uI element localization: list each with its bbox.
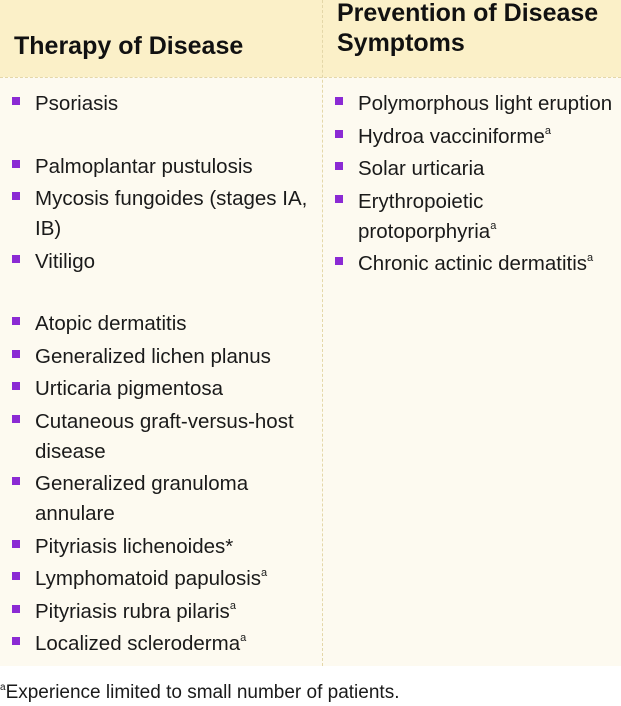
prevention-item-text: Chronic actinic dermatitis xyxy=(358,252,587,275)
prevention-list xyxy=(335,89,620,282)
square-bullet-icon xyxy=(12,350,20,358)
square-bullet-icon xyxy=(12,255,20,263)
therapy-list-item xyxy=(12,247,317,277)
header-therapy-of-disease: Therapy of Disease xyxy=(14,32,244,60)
therapy-list-item xyxy=(12,342,317,372)
square-bullet-icon xyxy=(335,257,343,265)
therapy-list-item xyxy=(12,564,317,594)
therapy-item-text: Localized scleroderma xyxy=(35,632,241,655)
therapy-list-item xyxy=(12,152,317,182)
therapy-list-item xyxy=(12,309,317,339)
therapy-item-text: Mycosis fungoides (stages IA, IB) xyxy=(35,187,308,240)
footnote-marker: a xyxy=(0,682,6,693)
square-bullet-icon xyxy=(12,382,20,390)
therapy-list-item xyxy=(12,469,317,529)
square-bullet-icon xyxy=(12,160,20,168)
square-bullet-icon xyxy=(12,97,20,105)
prevention-list-item xyxy=(335,154,620,184)
therapy-item-text: Pityriasis rubra pilaris xyxy=(35,599,230,623)
square-bullet-icon xyxy=(335,195,343,203)
prevention-item-text: Erythropoietic protoporphyria xyxy=(358,189,491,243)
square-bullet-icon xyxy=(12,415,20,423)
square-bullet-icon xyxy=(12,572,20,580)
prevention-list-item xyxy=(335,122,620,152)
therapy-item-text: Generalized granuloma annulare xyxy=(35,472,249,525)
table-header-row xyxy=(0,0,621,77)
therapy-list xyxy=(12,89,317,662)
footnote-marker: a xyxy=(229,599,236,612)
square-bullet-icon xyxy=(12,317,20,325)
therapy-item-text: Lymphomatoid papulosis xyxy=(35,567,262,590)
footnote-marker: a xyxy=(544,124,551,137)
therapy-list-item xyxy=(12,407,317,467)
therapy-item-text: Pityriasis lichenoides* xyxy=(35,534,234,558)
prevention-item-text: Hydroa vacciniforme xyxy=(358,124,545,148)
therapy-list-item xyxy=(12,89,317,119)
therapy-list-item xyxy=(12,184,317,244)
footnote-text: Experience limited to small number of patients. xyxy=(5,682,400,703)
prevention-list-item xyxy=(335,89,620,119)
footnote-marker: a xyxy=(490,219,497,232)
therapy-list-item xyxy=(12,374,317,404)
therapy-item-text: Cutaneous graft-versus-host disease xyxy=(35,409,294,463)
prevention-item-text: Solar urticaria xyxy=(358,157,485,180)
therapy-item-text: Urticaria pigmentosa xyxy=(35,377,223,400)
footnote-marker: a xyxy=(587,252,594,264)
square-bullet-icon xyxy=(12,540,20,548)
square-bullet-icon xyxy=(12,605,20,613)
footnote-marker: a xyxy=(240,632,247,644)
therapy-item-text: Generalized lichen planus xyxy=(35,344,271,368)
therapy-item-text: Palmoplantar pustulosis xyxy=(35,154,253,178)
prevention-list-item xyxy=(335,249,620,279)
square-bullet-icon xyxy=(335,162,343,170)
square-bullet-icon xyxy=(12,192,20,200)
column-divider xyxy=(322,0,323,666)
footnote xyxy=(0,680,399,706)
header-divider xyxy=(0,77,621,78)
square-bullet-icon xyxy=(335,130,343,138)
therapy-item-text: Psoriasis xyxy=(35,92,119,115)
therapy-item-text: Atopic dermatitis xyxy=(35,312,187,335)
therapy-item-text: Vitiligo xyxy=(35,249,96,273)
prevention-item-text: Polymorphous light eruption xyxy=(358,92,613,115)
square-bullet-icon xyxy=(12,637,20,645)
header-prevention-of-disease-symptoms: Prevention of Disease Symptoms xyxy=(337,0,599,57)
prevention-list-item xyxy=(335,187,620,247)
footnote-marker: a xyxy=(261,567,268,579)
square-bullet-icon xyxy=(335,97,343,105)
therapy-list-item xyxy=(12,532,317,562)
therapy-list-item xyxy=(12,629,317,659)
square-bullet-icon xyxy=(12,477,20,485)
therapy-list-item xyxy=(12,597,317,627)
